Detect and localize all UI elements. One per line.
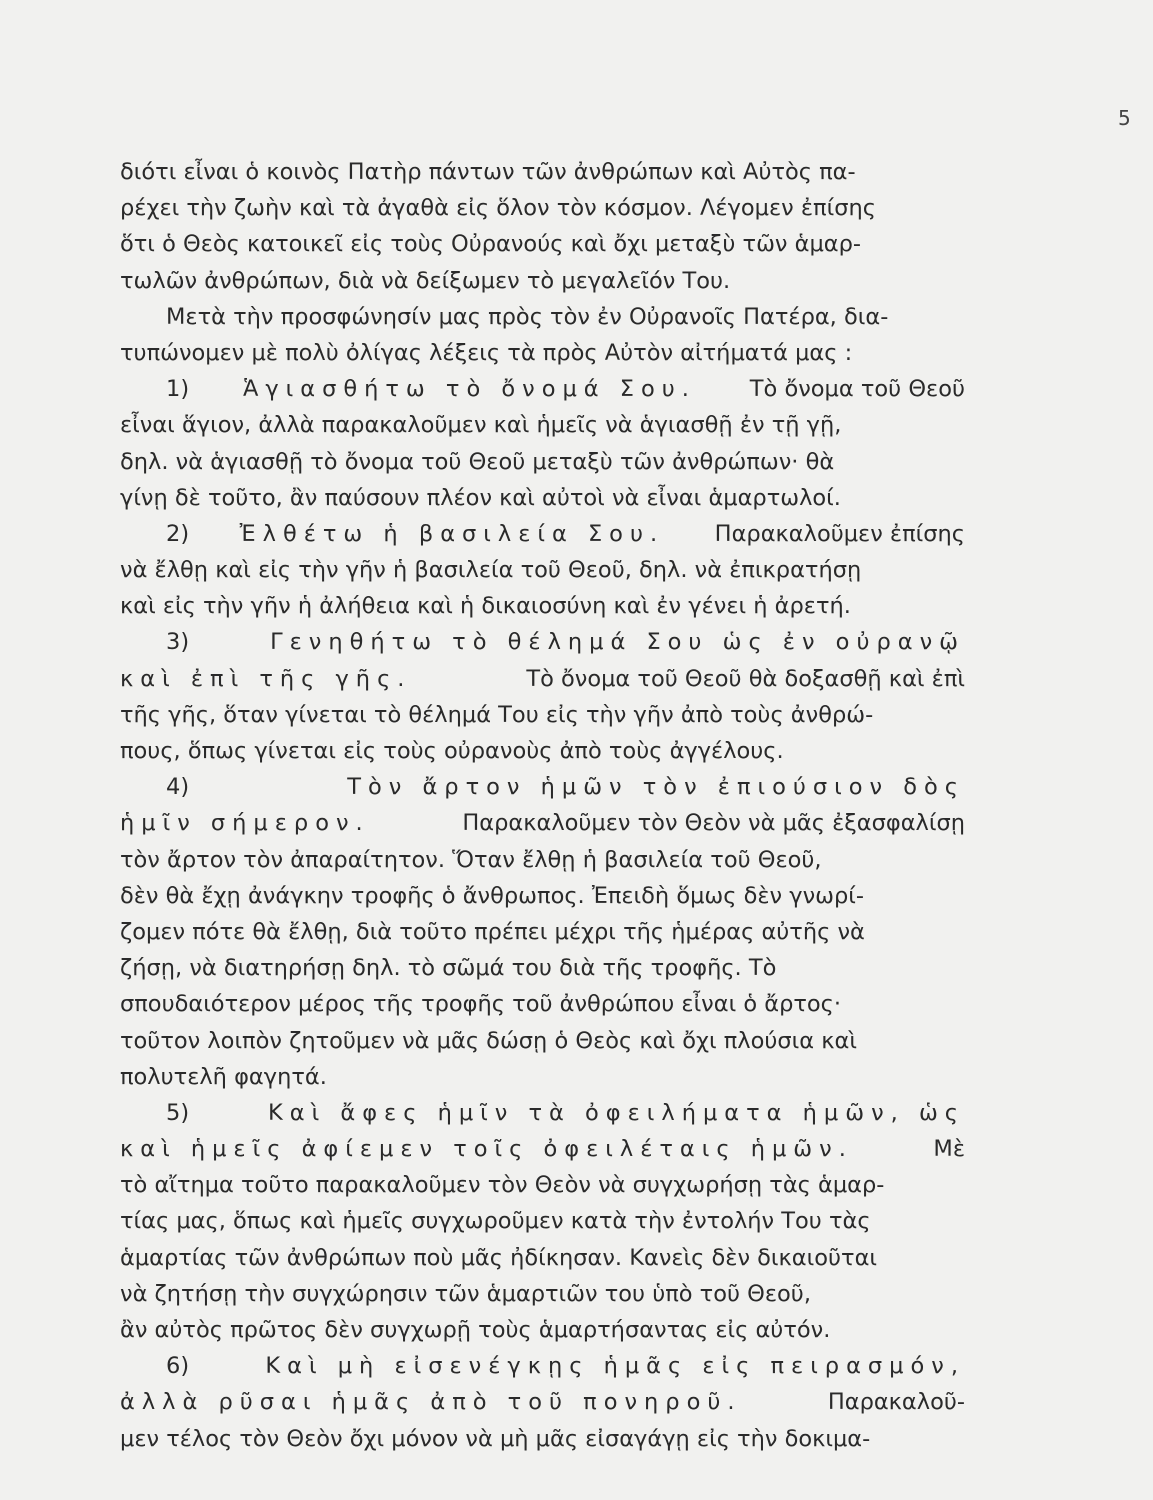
text-line xyxy=(120,624,965,660)
line-text: τῆς γῆς, ὅταν γίνεται τὸ θέλημά Του εἰς τὴν γῆν ἀπὸ τοὺς ἀνθρώ- xyxy=(120,701,874,728)
line-text: νὰ ἔλθῃ καὶ εἰς τὴν γῆν ἡ βασιλεία τοῦ Θεοῦ, δηλ. νὰ ἐπικρατήσῃ xyxy=(120,557,862,584)
petition-title: ἡμῖν σήμερον. xyxy=(120,810,370,837)
text-line xyxy=(120,154,965,190)
line-text: δὲν θὰ ἔχῃ ἀνάγκην τροφῆς ὁ ἄνθρωπος. Ἐπειδὴ ὅμως δὲν γνωρί- xyxy=(120,882,865,909)
line-text: Τὸ ὄνομα τοῦ Θεοῦ xyxy=(749,376,965,403)
text-line xyxy=(120,769,965,805)
line-text: εἶναι ἅγιον, ἀλλὰ παρακαλοῦμεν καὶ ἡμεῖς νὰ ἁγιασθῇ ἐν τῇ γῇ, xyxy=(120,412,842,439)
petition-title: Καὶ μὴ εἰσενέγκῃς ἡμᾶς εἰς πειρασμόν, xyxy=(265,1353,965,1380)
text-line xyxy=(120,878,965,914)
line-text: τοῦτον λοιπὸν ζητοῦμεν νὰ μᾶς δώσῃ ὁ Θεὸς καὶ ὄχι πλούσια καὶ xyxy=(120,1027,857,1054)
line-text: ἂν αὐτὸς πρῶτος δὲν συγχωρῇ τοὺς ἁμαρτήσαντας εἰς αὐτόν. xyxy=(120,1317,831,1343)
text-line xyxy=(120,697,965,733)
text-line xyxy=(120,914,965,950)
text-line xyxy=(120,1240,965,1276)
petition-number: 5) xyxy=(166,1099,190,1126)
text-line xyxy=(120,842,965,878)
text-line xyxy=(120,1059,965,1095)
text-line xyxy=(120,1384,965,1420)
line-text: δηλ. νὰ ἁγιασθῇ τὸ ὄνομα τοῦ Θεοῦ μεταξὺ τῶν ἀνθρώπων· θὰ xyxy=(120,448,835,475)
line-text: γίνῃ δὲ τοῦτο, ἂν παύσουν πλέον καὶ αὐτοὶ νὰ εἶναι ἁμαρτωλοί. xyxy=(120,484,841,511)
line-text: τὸν ἄρτον τὸν ἀπαραίτητον. Ὅταν ἔλθῃ ἡ βασιλεία τοῦ Θεοῦ, xyxy=(120,846,822,873)
text-line xyxy=(120,226,965,262)
petition-title: καὶ ἐπὶ τῆς γῆς. xyxy=(120,665,412,692)
petition-number: 3) xyxy=(166,629,190,656)
text-line xyxy=(120,1023,965,1059)
line-text: νὰ ζητήσῃ τὴν συγχώρησιν τῶν ἁμαρτιῶν του ὑπὸ τοῦ Θεοῦ, xyxy=(120,1280,811,1307)
text-line xyxy=(120,263,965,299)
text-line xyxy=(120,986,965,1022)
text-line xyxy=(120,950,965,986)
text-line xyxy=(120,1348,965,1384)
line-text: Παρακαλοῦμεν τὸν Θεὸν νὰ μᾶς ἐξασφαλίσῃ xyxy=(462,810,965,837)
text-line xyxy=(120,1095,965,1131)
line-text: πους, ὅπως γίνεται εἰς τοὺς οὐρανοὺς ἀπὸ τοὺς ἀγγέλους. xyxy=(120,738,784,764)
petition-title: ἀλλὰ ρῦσαι ἡμᾶς ἀπὸ τοῦ πονηροῦ. xyxy=(120,1389,742,1416)
petition-number: 1) xyxy=(166,376,190,403)
line-text: ὅτι ὁ Θεὸς κατοικεῖ εἰς τοὺς Οὐρανούς καὶ ὄχι μεταξὺ τῶν ἁμαρ- xyxy=(120,231,862,258)
body-text xyxy=(120,154,965,1457)
line-text: μεν τέλος τὸν Θεὸν ὄχι μόνον νὰ μὴ μᾶς εἰσαγάγῃ εἰς τὴν δοκιμα- xyxy=(120,1425,871,1452)
text-line xyxy=(120,661,965,697)
line-text: Τὸ ὄνομα τοῦ Θεοῦ θὰ δοξασθῇ καὶ ἐπὶ xyxy=(526,665,965,692)
line-text: Παρακαλοῦ- xyxy=(827,1389,965,1416)
line-text: ἁμαρτίας τῶν ἀνθρώπων ποὺ μᾶς ἠδίκησαν. Κανεὶς δὲν δικαιοῦται xyxy=(120,1244,878,1271)
petition-title: Καὶ ἄφες ἡμῖν τὰ ὀφειλήματα ἡμῶν, ὡς xyxy=(268,1099,965,1126)
text-line xyxy=(120,444,965,480)
text-line xyxy=(120,407,965,443)
petition-number: 6) xyxy=(166,1353,190,1380)
text-line xyxy=(120,1131,965,1167)
petition-title: Ἐλθέτω ἡ βασιλεία Σου. xyxy=(239,520,665,547)
text-line xyxy=(120,1276,965,1312)
line-text: ζήσῃ, νὰ διατηρήσῃ δηλ. τὸ σῶμά του διὰ τῆς τροφῆς. Τὸ xyxy=(120,955,777,982)
text-line xyxy=(120,190,965,226)
line-text: διότι εἶναι ὁ κοινὸς Πατὴρ πάντων τῶν ἀνθρώπων καὶ Αὐτὸς πα- xyxy=(120,159,856,185)
line-text: Παρακαλοῦμεν ἐπίσης xyxy=(714,520,965,547)
line-text: Μὲ xyxy=(933,1136,965,1163)
text-line xyxy=(120,1203,965,1239)
line-text: ρέχει τὴν ζωὴν καὶ τὰ ἀγαθὰ εἰς ὅλον τὸν κόσμον. Λέγομεν ἐπίσης xyxy=(120,195,876,222)
text-line xyxy=(120,516,965,552)
line-text: τωλῶν ἀνθρώπων, διὰ νὰ δείξωμεν τὸ μεγαλεῖόν Του. xyxy=(120,267,731,294)
text-line xyxy=(120,1167,965,1203)
line-text: τὸ αἴτημα τοῦτο παρακαλοῦμεν τὸν Θεὸν νὰ συγχωρήσῃ τὰς ἁμαρ- xyxy=(120,1172,885,1199)
petition-title: Γενηθήτω τὸ θέλημά Σου ὡς ἐν οὐρανῷ xyxy=(270,629,965,656)
text-line xyxy=(120,552,965,588)
line-text: ζομεν πότε θὰ ἔλθῃ, διὰ τοῦτο πρέπει μέχρι τῆς ἡμέρας αὐτῆς νὰ xyxy=(120,918,865,945)
page-number: 5 xyxy=(1118,106,1131,130)
text-line xyxy=(120,371,965,407)
line-text: καὶ εἰς τὴν γῆν ἡ ἀλήθεια καὶ ἡ δικαιοσύνη καὶ ἐν γένει ἡ ἀρετή. xyxy=(120,593,851,620)
text-line xyxy=(120,733,965,769)
text-line xyxy=(120,299,965,335)
text-line xyxy=(120,480,965,516)
text-line xyxy=(120,588,965,624)
text-line xyxy=(120,1421,965,1457)
line-text: πολυτελῆ φαγητά. xyxy=(120,1063,327,1090)
line-text: τίας μας, ὅπως καὶ ἡμεῖς συγχωροῦμεν κατὰ τὴν ἐντολήν Του τὰς xyxy=(120,1208,871,1235)
line-text: τυπώνομεν μὲ πολὺ ὀλίγας λέξεις τὰ πρὸς Αὐτὸν αἰτήματά μας : xyxy=(120,339,853,366)
text-line xyxy=(120,335,965,371)
line-text: σπουδαιότερον μέρος τῆς τροφῆς τοῦ ἀνθρώπου εἶναι ὁ ἄρτος· xyxy=(120,991,842,1018)
petition-number: 2) xyxy=(166,520,190,547)
line-text: Μετὰ τὴν προσφώνησίν μας πρὸς τὸν ἐν Οὐρανοῖς Πατέρα, δια- xyxy=(166,303,889,330)
text-line xyxy=(120,1312,965,1348)
petition-title: καὶ ἡμεῖς ἀφίεμεν τοῖς ὀφειλέταις ἡμῶν. xyxy=(120,1136,853,1163)
petition-number: 4) xyxy=(166,774,190,801)
petition-title: Ἁγιασθήτω τὸ ὄνομά Σου. xyxy=(242,376,696,403)
petition-title: Τὸν ἄρτον ἡμῶν τὸν ἐπιούσιον δὸς xyxy=(347,774,965,801)
text-line xyxy=(120,805,965,841)
